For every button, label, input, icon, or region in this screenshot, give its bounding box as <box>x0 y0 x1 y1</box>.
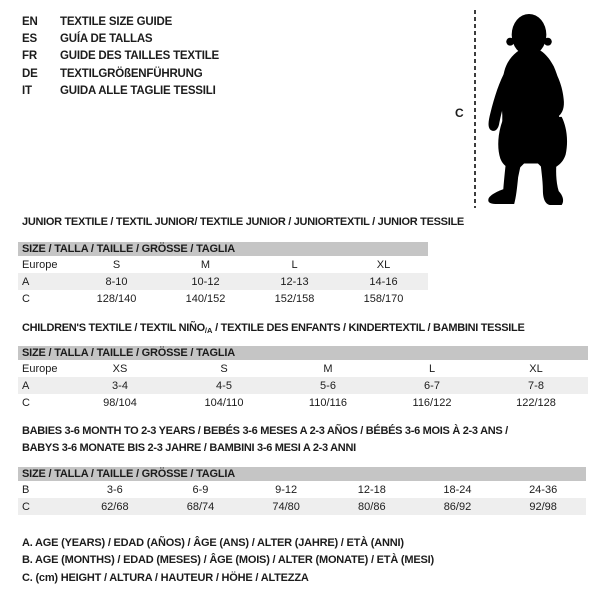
size-cell: 68/74 <box>158 498 244 515</box>
size-cell: L <box>291 258 298 271</box>
size-cell: 152/158 <box>274 292 315 305</box>
size-cell: 128/140 <box>96 292 137 305</box>
junior-table-title <box>22 214 464 231</box>
size-cell: XS <box>112 362 128 375</box>
size-cell: 7-8 <box>484 377 588 394</box>
table-row <box>18 273 428 290</box>
size-cell: 14-16 <box>339 273 428 290</box>
size-cell: S <box>220 362 228 375</box>
language-row <box>22 65 219 82</box>
height-measure-label: C <box>455 106 464 120</box>
size-cell: 122/128 <box>516 396 556 409</box>
children-table-title <box>22 320 525 339</box>
size-cell: 18-24 <box>443 483 472 496</box>
guide-title: TEXTILGRÖßENFÜHRUNG <box>60 67 203 80</box>
table-title-line: CHILDREN'S TEXTILE / TEXTIL $NIÑO_{/A}$ / TEXTILE DES ENFANTS / KINDERTEXTIL / BAMBINI TESSILE <box>22 322 525 335</box>
size-cell: 80/86 <box>329 498 415 515</box>
size-cell: 12-13 <box>250 273 339 290</box>
size-cell: 158/170 <box>363 292 404 305</box>
guide-title: GUÍA DE TALLAS <box>60 33 153 46</box>
size-cell: 116/122 <box>412 396 452 409</box>
language-row <box>22 13 219 30</box>
guide-title: TEXTILE SIZE GUIDE <box>60 15 173 28</box>
table-row <box>18 290 428 307</box>
size-cell: 8-10 <box>72 273 161 290</box>
size-cell: 12-18 <box>357 483 386 496</box>
size-cell: 9-12 <box>275 483 298 496</box>
size-cell: 3-4 <box>68 377 172 394</box>
footnote-age-years: A. AGE (YEARS) / EDAD (AÑOS) / ÂGE (ANS) / ALTER (JAHRE) / ETÀ (ANNI) <box>22 537 404 549</box>
size-cell: 62/68 <box>72 498 158 515</box>
table-title-line: BABIES 3-6 MONTH TO 2-3 YEARS / BEBÉS 3-6 MESES A 2-3 AÑOS / BÉBÉS 3-6 MOIS À 2-3 ANS / <box>22 425 508 437</box>
size-cell: 92/98 <box>500 498 586 515</box>
size-cell: 110/116 <box>308 396 348 409</box>
size-cell: M <box>200 258 211 271</box>
children-size-table <box>18 346 588 411</box>
size-cell: 3-6 <box>106 483 123 496</box>
row-label: Europe <box>22 258 58 271</box>
height-dashed-line <box>474 10 476 208</box>
table-row <box>18 394 588 411</box>
size-cell: 86/92 <box>415 498 501 515</box>
language-code: DE <box>22 67 38 80</box>
row-label: C <box>18 498 72 515</box>
row-label: C <box>22 396 30 409</box>
language-title-list <box>22 13 219 100</box>
row-label: Europe <box>22 362 58 375</box>
size-cell: 4-5 <box>172 377 276 394</box>
size-cell: 74/80 <box>243 498 329 515</box>
footnote-height-cm: C. (cm) HEIGHT / ALTURA / HAUTEUR / HÖHE / ALTEZZA <box>22 571 309 584</box>
language-code: IT <box>22 85 32 98</box>
table-row <box>18 498 586 515</box>
table-row <box>18 377 588 394</box>
row-label: B <box>22 483 30 496</box>
toddler-silhouette-icon <box>486 10 576 208</box>
language-row <box>22 30 219 47</box>
size-cell: 6-7 <box>380 377 484 394</box>
size-cell: L <box>428 362 436 375</box>
language-code: FR <box>22 50 37 63</box>
language-code: EN <box>22 15 38 28</box>
babies-size-table <box>18 467 586 515</box>
size-cell: M <box>323 362 333 375</box>
size-cell: 24-36 <box>529 483 558 496</box>
size-cell: XL <box>529 362 543 375</box>
language-code: ES <box>22 33 37 46</box>
row-label: C <box>22 292 30 305</box>
babies-table-title <box>22 423 508 457</box>
size-cell: 5-6 <box>276 377 380 394</box>
table-title-line: BABYS 3-6 MONATE BIS 2-3 JAHRE / BAMBINI 3-6 MESI A 2-3 ANNI <box>22 442 356 454</box>
table-row <box>18 360 588 377</box>
size-header-bar: SIZE / TALLA / TAILLE / GRÖSSE / TAGLIA <box>18 346 588 360</box>
language-row <box>22 83 219 100</box>
size-cell: 6-9 <box>192 483 209 496</box>
language-row <box>22 48 219 65</box>
size-cell: 140/152 <box>185 292 226 305</box>
row-label: A <box>18 273 72 290</box>
size-header-bar: SIZE / TALLA / TAILLE / GRÖSSE / TAGLIA <box>18 467 586 481</box>
size-header-bar: SIZE / TALLA / TAILLE / GRÖSSE / TAGLIA <box>18 242 428 256</box>
guide-title: GUIDE DES TAILLES TEXTILE <box>60 50 219 63</box>
table-row <box>18 256 428 273</box>
size-cell: S <box>112 258 121 271</box>
row-label: A <box>18 377 68 394</box>
footnote-legend <box>22 535 434 587</box>
size-cell: 10-12 <box>161 273 250 290</box>
table-title-line: JUNIOR TEXTILE / TEXTIL JUNIOR/ TEXTILE JUNIOR / JUNIORTEXTIL / JUNIOR TESSILE <box>22 216 464 228</box>
size-cell: 104/110 <box>204 396 244 409</box>
junior-size-table <box>18 242 428 307</box>
footnote-age-months: B. AGE (MONTHS) / EDAD (MESES) / ÂGE (MOIS) / ALTER (MONATE) / ETÀ (MESI) <box>22 554 434 567</box>
guide-title: GUIDA ALLE TAGLIE TESSILI <box>60 85 216 98</box>
size-cell: XL <box>376 258 391 271</box>
table-row <box>18 481 586 498</box>
size-cell: 98/104 <box>103 396 137 409</box>
